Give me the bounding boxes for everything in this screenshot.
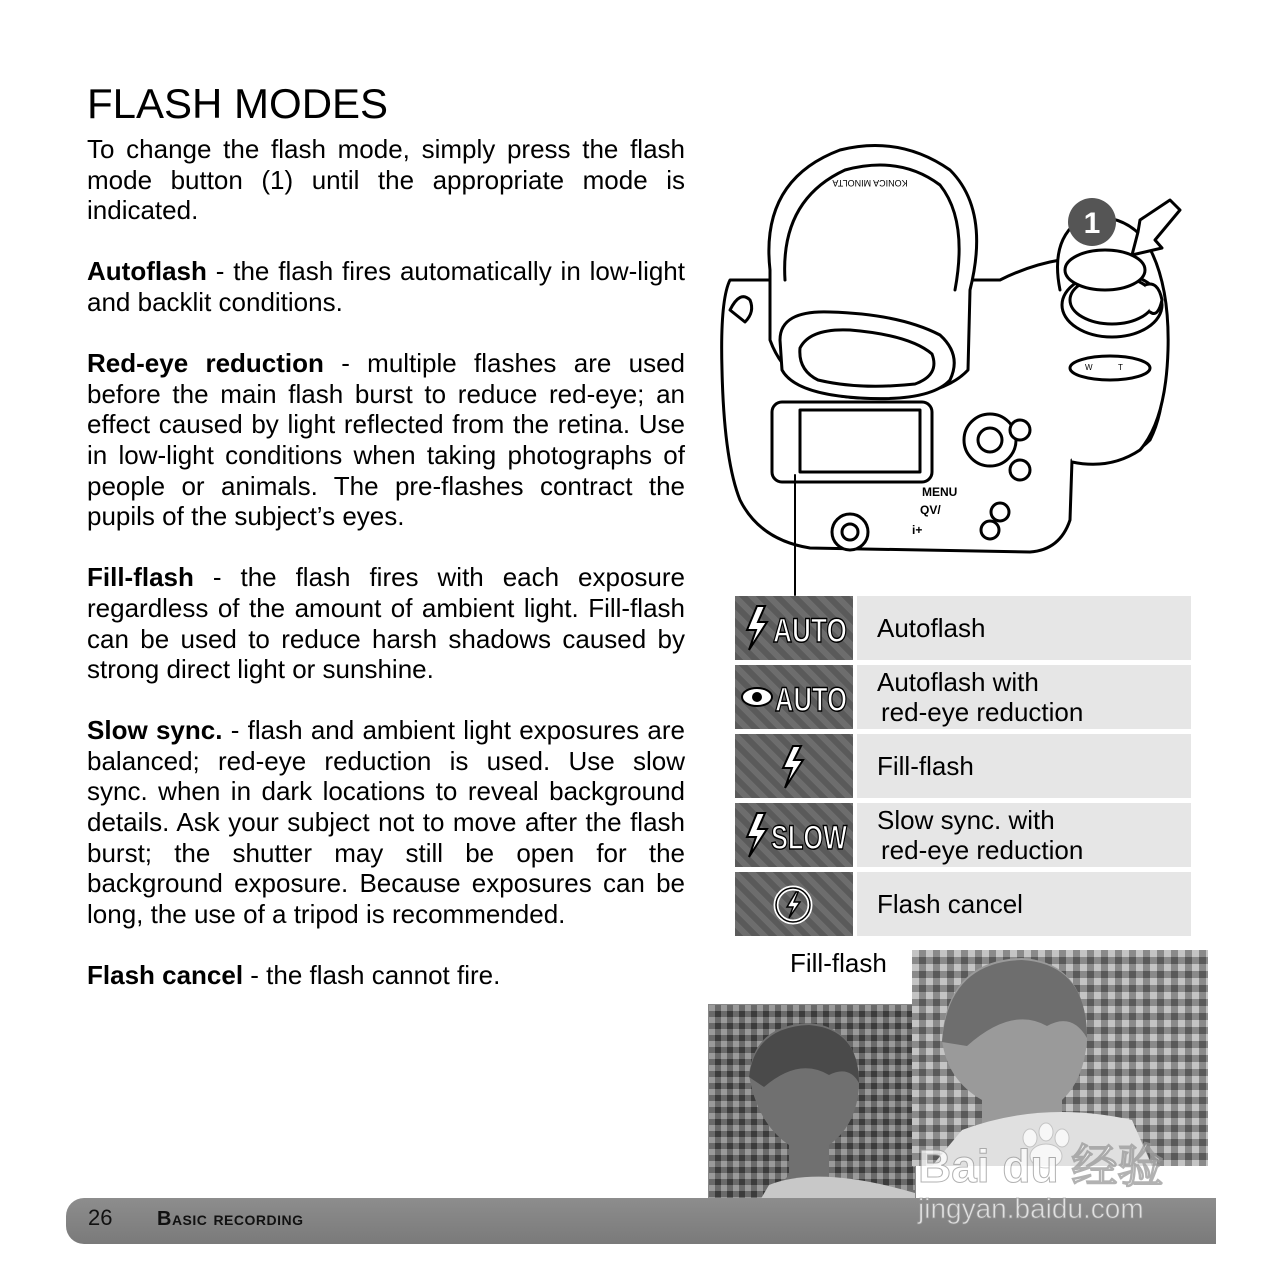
red-eye-auto-icon-text: AUTO: [775, 681, 847, 719]
term-flash-cancel: Flash cancel: [87, 960, 244, 991]
slow-sync-description: - flash and ambient light exposures are balanced; red-eye reduction is used. Use slow sync. when in dark locations to reveal background details. Ask your subject not to move after the flash burst; the shutter may still be open for the background exposure. Because exposures can be long, the use of a tripod is recommended.: [87, 715, 685, 929]
mode-row-fill-flash: [735, 734, 1191, 798]
zoom-w-label: W: [1085, 363, 1093, 372]
mode-label-line2: red-eye reduction: [881, 697, 1084, 727]
slow-sync-paragraph: [87, 715, 685, 929]
flash-cancel-paragraph: [87, 960, 685, 991]
watermark-url: jingyan.baidu.com: [918, 1193, 1144, 1224]
body-text: [87, 134, 685, 991]
mode-row-autoflash: [735, 596, 1191, 660]
autoflash-paragraph: [87, 256, 685, 317]
flash-mode-table: [735, 596, 1191, 941]
page-title: FLASH MODES: [87, 80, 389, 127]
term-red-eye: Red-eye reduction: [87, 348, 324, 379]
mode-label-red-eye: [857, 665, 1191, 729]
mode-label-autoflash: [857, 596, 1191, 660]
mode-label-line1: Slow sync. with: [877, 805, 1055, 835]
flash-auto-icon: [735, 596, 853, 660]
menu-label: MENU: [922, 485, 958, 499]
red-eye-paragraph: [87, 348, 685, 532]
qv-label: QV/: [920, 503, 941, 517]
mode-row-red-eye: [735, 665, 1191, 729]
mode-label-flash-cancel: [857, 872, 1191, 936]
fill-flash-description: - the flash fires with each exposure regardless of the amount of ambient light. Fill-flash can be used to reduce harsh shadows caused by strong direct light or sunshine.: [87, 562, 685, 685]
term-slow-sync: Slow sync.: [87, 715, 223, 746]
page-number: 26: [88, 1205, 113, 1230]
flash-cancel-icon: [735, 872, 853, 936]
photo-caption: Fill-flash: [790, 948, 887, 978]
section-name: Basic recording: [157, 1208, 304, 1230]
zoom-t-label: T: [1118, 363, 1123, 372]
flash-auto-icon-text: AUTO: [773, 612, 847, 650]
mode-label-line1: Flash cancel: [877, 889, 1023, 919]
fill-flash-paragraph: [87, 562, 685, 684]
mode-row-flash-cancel: [735, 872, 1191, 936]
flash-slow-icon-text: SLOW: [771, 819, 848, 857]
term-fill-flash: Fill-flash: [87, 562, 194, 593]
mode-label-line1: Fill-flash: [877, 751, 974, 781]
mode-row-slow-sync: [735, 803, 1191, 867]
red-eye-auto-icon: [735, 665, 853, 729]
baidu-watermark: [918, 1120, 1208, 1230]
mode-label-line1: Autoflash: [877, 613, 986, 643]
fill-flash-icon: [735, 734, 853, 798]
watermark-brand: Bai du 经验: [918, 1140, 1164, 1192]
intro-paragraph: To change the flash mode, simply press the flash mode button (1) until the appropriate mode is indicated.: [87, 134, 685, 226]
info-label: i+: [912, 523, 923, 537]
photo-without-flash: [708, 1004, 916, 1220]
mode-label-line2: red-eye reduction: [881, 835, 1084, 865]
brand-label: KONICA MINOLTA: [832, 178, 908, 188]
red-eye-description: - multiple flashes are used before the main flash burst to reduce red-eye; an effect caused by light reflected from the retina. Use in low-light conditions when taking photographs of people or animals. The pre-flashes contract the pupils of the subject’s eyes.: [87, 348, 685, 532]
mode-label-fill-flash: [857, 734, 1191, 798]
camera-illustration: [700, 140, 1200, 600]
autoflash-description: - the flash fires automatically in low-light and backlit conditions.: [87, 256, 685, 317]
callout-number: 1: [1083, 207, 1101, 240]
flash-slow-icon: [735, 803, 853, 867]
flash-cancel-description: - the flash cannot fire.: [243, 960, 501, 991]
mode-label-slow-sync: [857, 803, 1191, 867]
term-autoflash: Autoflash: [87, 256, 207, 287]
mode-label-line1: Autoflash with: [877, 667, 1039, 697]
